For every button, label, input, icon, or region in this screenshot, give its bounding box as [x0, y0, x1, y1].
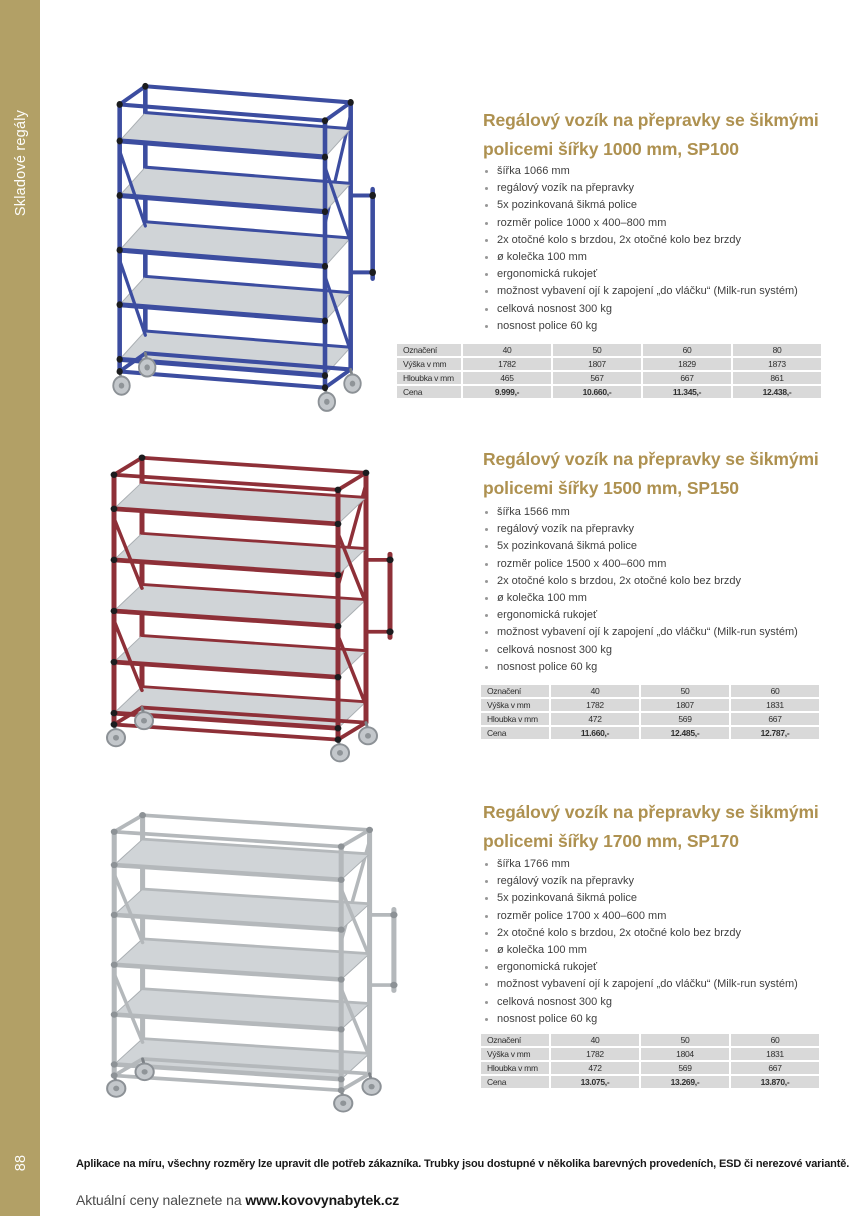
spec-cell: 1807: [641, 699, 729, 711]
feature-item: ø kolečka 100 mm: [483, 942, 855, 959]
shelf-cart-illustration: [98, 435, 398, 768]
spec-cell: 13.269,-: [641, 1076, 729, 1088]
feature-item: šířka 1766 mm: [483, 856, 855, 873]
spec-cell: 60: [731, 685, 819, 697]
spec-row: [397, 358, 821, 370]
product-title: [483, 798, 853, 856]
spec-row-label: Označení: [481, 1034, 549, 1046]
spec-cell: 50: [641, 1034, 729, 1046]
feature-item: celková nosnost 300 kg: [483, 301, 855, 318]
product-title: [483, 445, 853, 503]
shelf-cart-illustration: [98, 793, 402, 1118]
spec-row-label: Výška v mm: [481, 699, 549, 711]
spec-row-label: Cena: [481, 1076, 549, 1088]
spec-cell: 667: [731, 1062, 819, 1074]
product-title-line2: policemi šířky 1000 mm, SP100: [483, 139, 739, 159]
spec-cell: 80: [733, 344, 821, 356]
spec-row: [481, 727, 819, 739]
feature-item: rozměr police 1700 x 400–600 mm: [483, 908, 855, 925]
feature-item: nosnost police 60 kg: [483, 1011, 855, 1028]
spec-cell: 12.485,-: [641, 727, 729, 739]
feature-item: šířka 1566 mm: [483, 504, 855, 521]
spec-cell: 40: [551, 685, 639, 697]
spec-cell: 11.345,-: [643, 386, 731, 398]
spec-row: [481, 1048, 819, 1060]
spec-row-label: Hloubka v mm: [397, 372, 461, 384]
product-title-line2: policemi šířky 1700 mm, SP170: [483, 831, 739, 851]
feature-item: 2x otočné kolo s brzdou, 2x otočné kolo bez brzdy: [483, 573, 855, 590]
spec-cell: 13.075,-: [551, 1076, 639, 1088]
spec-cell: 567: [553, 372, 641, 384]
product-section: [0, 62, 860, 422]
spec-cell: 12.787,-: [731, 727, 819, 739]
product-title: [483, 106, 853, 164]
spec-row: [481, 1076, 819, 1088]
spec-cell: 50: [553, 344, 641, 356]
spec-row: [397, 386, 821, 398]
feature-list: [483, 856, 855, 1028]
feature-item: celková nosnost 300 kg: [483, 994, 855, 1011]
feature-item: 5x pozinkovaná šikmá police: [483, 538, 855, 555]
feature-list: [483, 163, 855, 335]
feature-item: ergonomická rukojeť: [483, 607, 855, 624]
product-section: [0, 433, 860, 747]
page-number: 88: [13, 1154, 29, 1172]
feature-item: ø kolečka 100 mm: [483, 249, 855, 266]
spec-cell: 1829: [643, 358, 731, 370]
spec-row-label: Výška v mm: [397, 358, 461, 370]
spec-row: [481, 685, 819, 697]
spec-row: [481, 699, 819, 711]
product-title-line2: policemi šířky 1500 mm, SP150: [483, 478, 739, 498]
feature-item: 5x pozinkovaná šikmá police: [483, 197, 855, 214]
shelf-cart-stainless: [98, 793, 402, 1118]
feature-item: 5x pozinkovaná šikmá police: [483, 890, 855, 907]
spec-cell: 9.999,-: [463, 386, 551, 398]
feature-item: ø kolečka 100 mm: [483, 590, 855, 607]
feature-item: regálový vozík na přepravky: [483, 180, 855, 197]
spec-cell: 13.870,-: [731, 1076, 819, 1088]
footer-website-link[interactable]: www.kovovynabytek.cz: [245, 1192, 400, 1208]
feature-item: možnost vybavení ojí k zapojení „do vláčku“ (Milk-run systém): [483, 976, 855, 993]
feature-item: nosnost police 60 kg: [483, 318, 855, 335]
shelf-cart-illustration: [105, 62, 380, 418]
spec-cell: 1782: [551, 1048, 639, 1060]
spec-cell: 11.660,-: [551, 727, 639, 739]
feature-item: možnost vybavení ojí k zapojení „do vláčku“ (Milk-run systém): [483, 283, 855, 300]
spec-row: [397, 372, 821, 384]
feature-item: možnost vybavení ojí k zapojení „do vláčku“ (Milk-run systém): [483, 624, 855, 641]
spec-row: [481, 1034, 819, 1046]
spec-row-label: Výška v mm: [481, 1048, 549, 1060]
spec-row: [397, 344, 821, 356]
feature-item: nosnost police 60 kg: [483, 659, 855, 676]
spec-cell: 465: [463, 372, 551, 384]
spec-row: [481, 1062, 819, 1074]
spec-cell: 1831: [731, 699, 819, 711]
spec-cell: 1804: [641, 1048, 729, 1060]
shelf-cart-red: [98, 435, 398, 768]
spec-cell: 569: [641, 713, 729, 725]
spec-row-label: Hloubka v mm: [481, 1062, 549, 1074]
spec-cell: 667: [643, 372, 731, 384]
feature-item: 2x otočné kolo s brzdou, 2x otočné kolo bez brzdy: [483, 925, 855, 942]
spec-cell: 50: [641, 685, 729, 697]
spec-cell: 472: [551, 713, 639, 725]
feature-item: celková nosnost 300 kg: [483, 642, 855, 659]
spec-cell: 472: [551, 1062, 639, 1074]
feature-item: regálový vozík na přepravky: [483, 873, 855, 890]
spec-table: [479, 683, 821, 741]
spec-row-label: Označení: [481, 685, 549, 697]
spec-row-label: Hloubka v mm: [481, 713, 549, 725]
product-title-line1: Regálový vozík na přepravky se šikmými: [483, 802, 819, 822]
spec-row-label: Cena: [481, 727, 549, 739]
spec-cell: 40: [463, 344, 551, 356]
spec-cell: 861: [733, 372, 821, 384]
footer-prices-line: [76, 1192, 676, 1208]
product-title-line1: Regálový vozík na přepravky se šikmými: [483, 110, 819, 130]
feature-item: rozměr police 1000 x 400–800 mm: [483, 215, 855, 232]
product-title-line1: Regálový vozík na přepravky se šikmými: [483, 449, 819, 469]
spec-cell: 569: [641, 1062, 729, 1074]
spec-row-label: Cena: [397, 386, 461, 398]
feature-item: ergonomická rukojeť: [483, 266, 855, 283]
sidebar-category-label: Skladové regály: [13, 109, 29, 217]
spec-cell: 60: [731, 1034, 819, 1046]
spec-cell: 1807: [553, 358, 641, 370]
feature-item: rozměr police 1500 x 400–600 mm: [483, 556, 855, 573]
feature-item: ergonomická rukojeť: [483, 959, 855, 976]
spec-cell: 1831: [731, 1048, 819, 1060]
spec-cell: 12.438,-: [733, 386, 821, 398]
spec-cell: 60: [643, 344, 731, 356]
shelf-cart-blue: [105, 62, 380, 418]
spec-cell: 1782: [551, 699, 639, 711]
spec-row: [481, 713, 819, 725]
footer-prices-prefix: Aktuální ceny naleznete na: [76, 1192, 246, 1208]
spec-table: [395, 342, 823, 400]
feature-item: regálový vozík na přepravky: [483, 521, 855, 538]
spec-cell: 667: [731, 713, 819, 725]
feature-item: 2x otočné kolo s brzdou, 2x otočné kolo bez brzdy: [483, 232, 855, 249]
spec-table: [479, 1032, 821, 1090]
product-section: [0, 791, 860, 1097]
spec-cell: 1782: [463, 358, 551, 370]
spec-cell: 10.660,-: [553, 386, 641, 398]
spec-row-label: Označení: [397, 344, 461, 356]
spec-cell: 40: [551, 1034, 639, 1046]
feature-list: [483, 504, 855, 676]
footer-note: Aplikace na míru, všechny rozměry lze upravit dle potřeb zákazníka. Trubky jsou dostupné v několika barevných provedeních, ESD či nerezové variantě.: [76, 1158, 850, 1170]
feature-item: šířka 1066 mm: [483, 163, 855, 180]
spec-cell: 1873: [733, 358, 821, 370]
